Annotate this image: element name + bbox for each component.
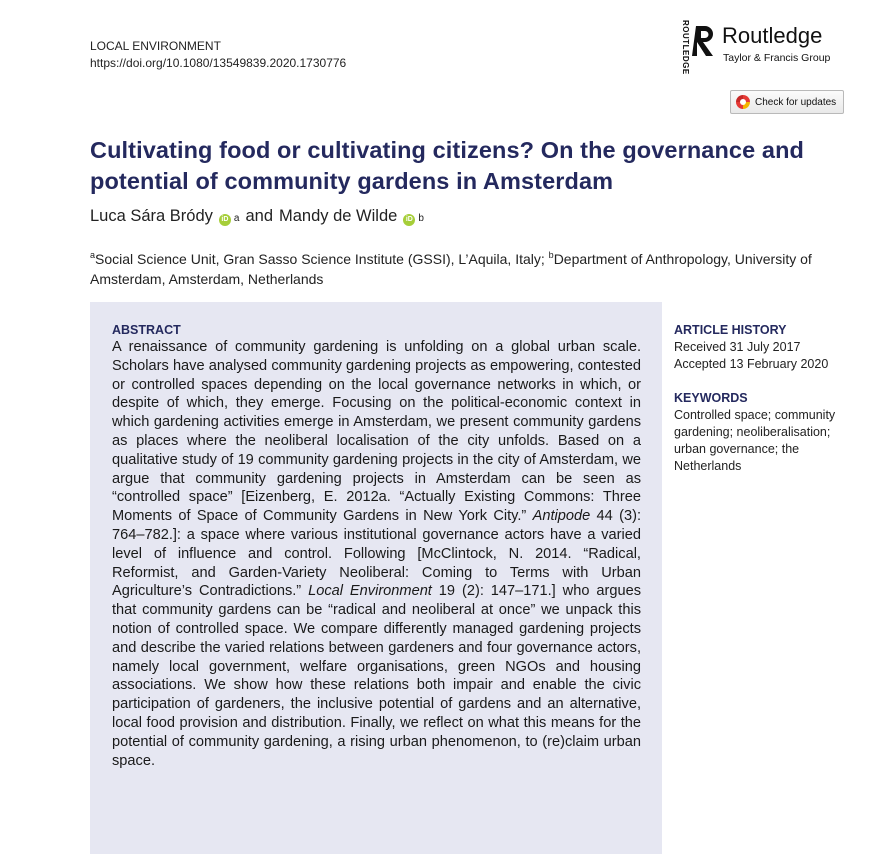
article-history <box>674 322 864 373</box>
keywords-section <box>674 390 864 475</box>
author-affiliation-mark: b <box>418 213 424 224</box>
doi-link[interactable]: https://doi.org/10.1080/13549839.2020.1730776 <box>90 56 347 70</box>
author-affiliation-mark: a <box>233 213 240 224</box>
routledge-mark-icon <box>692 24 718 58</box>
orcid-icon[interactable]: iD <box>219 214 231 226</box>
author-name[interactable]: Luca Sára Bródy <box>90 207 213 225</box>
publisher-group: Taylor & Francis Group <box>723 52 831 64</box>
abstract-citation-journal: Local Environment <box>308 583 432 600</box>
journal-name: LOCAL ENVIRONMENT <box>90 39 221 53</box>
abstract-citation-journal: Antipode <box>532 508 591 525</box>
article-history-heading: ARTICLE HISTORY <box>674 323 787 337</box>
affiliation-text: Social Science Unit, Gran Sasso Science Institute (GSSI), L’Aquila, Italy; <box>95 251 549 267</box>
routledge-logo[interactable] <box>678 20 848 75</box>
affiliation-text: Department of Anthropology, University of Amsterdam, Amsterdam, Netherlands <box>90 251 812 287</box>
abstract-segment: 19 (2): 147–171.] who argues that community gardens can be “radical and neoliberal at once” we unpack this notion of controlled space. We compare differently managed gardening projects and describe the varied relations between gardeners and four governance actors, namely local government, welfare organisations, green NGOs and housing associations. We show how these relations both impair and enable the civic participation of gardeners, the inclusive potential of gardens and an alternative, local food provision and distribution. Finally, we reflect on what this means for the potential of community gardening, a rising urban phenomenon, to (re)claim urban space. <box>112 583 642 769</box>
publisher-name: Routledge <box>722 23 823 48</box>
accepted-date: Accepted 13 February 2020 <box>674 357 829 371</box>
check-updates-label: Check for updates <box>755 96 837 108</box>
journal-header <box>90 38 346 72</box>
abstract-box <box>90 302 662 854</box>
affiliation-mark: b <box>548 250 554 260</box>
affiliations <box>90 245 860 289</box>
abstract-heading: ABSTRACT <box>112 323 181 337</box>
abstract-text <box>112 338 641 770</box>
author-list <box>90 207 424 226</box>
orcid-icon[interactable]: iD <box>403 214 415 226</box>
logo-vertical-text: ROUTLEDGE <box>681 20 690 75</box>
check-for-updates-button[interactable] <box>730 90 844 114</box>
author-name[interactable]: Mandy de Wilde <box>279 207 398 225</box>
abstract-segment: 44 (3): 764–782.]: a space where various institutional governance actors have a varied level of influence and control. Following [McClintock, N. 2014. “Radical, Reformist, and Garden-Variety Neoliberal: Coming to Terms with Urban Agriculture’s Contradictions.” <box>112 508 641 600</box>
article-title: Cultivating food or cultivating citizens? On the governance and potential of community gardens in Amsterdam <box>90 137 804 194</box>
crossmark-icon <box>736 95 750 109</box>
author-separator: and <box>245 207 273 225</box>
abstract-segment: A renaissance of community gardening is unfolding on a global urban scale. Scholars have analysed community gardening projects as empowering, contested or controlled spaces depending on the local governance networks in which, or despite of which, they emerge. Focusing on the political-economic context in which gardening activities emerge in Amsterdam, we present community gardens as places where the neoliberal localisation of the city unfolds. Based on a qualitative study of 19 community gardening projects in the city of Amsterdam, we argue that community gardening projects in Amsterdam can be seen as “controlled space” [Eizenberg, E. 2012a. “Actually Existing Commons: Three Moments of Space of Community Gardens in New York City.” <box>112 339 641 525</box>
keywords-text: Controlled space; community gardening; neoliberalisation; urban governance; the Netherlands <box>674 408 836 473</box>
affiliation-mark: a <box>90 250 96 260</box>
received-date: Received 31 July 2017 <box>674 340 801 354</box>
keywords-heading: KEYWORDS <box>674 391 748 405</box>
